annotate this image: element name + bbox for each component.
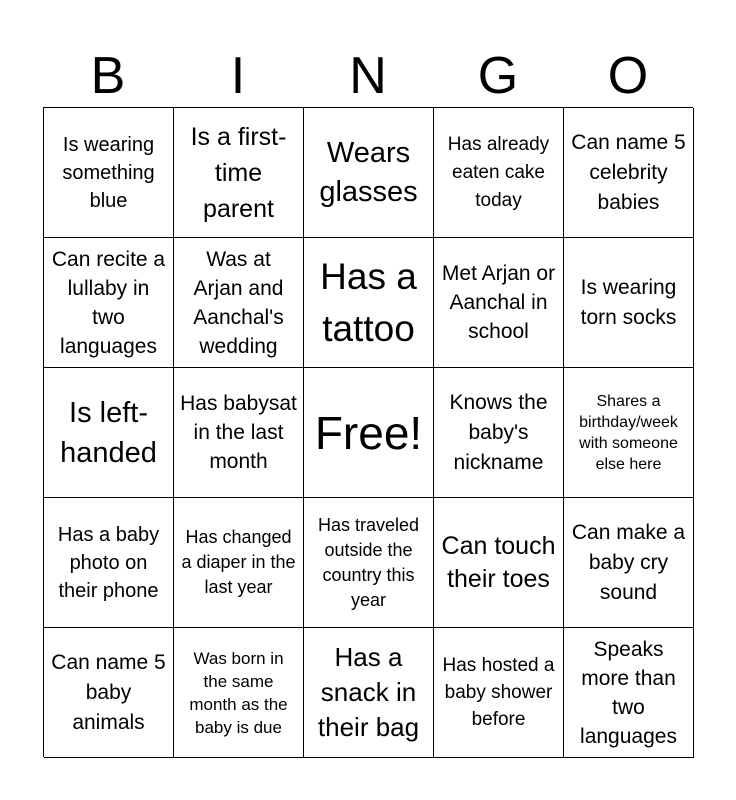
bingo-card-grid (43, 107, 693, 757)
cell-text: Met Arjan or Aanchal in school (441, 262, 556, 343)
cell-text: Shares a birthday/week with someone else here (579, 392, 678, 473)
bingo-cell[interactable] (174, 108, 304, 238)
bingo-cell[interactable] (434, 108, 564, 238)
cell-text: Knows the baby's nickname (449, 390, 548, 474)
bingo-cell[interactable] (44, 108, 174, 238)
bingo-cell[interactable] (304, 498, 434, 628)
bingo-cell[interactable] (174, 238, 304, 368)
cell-text: Has a tattoo (320, 255, 417, 349)
bingo-cell[interactable] (174, 368, 304, 498)
bingo-cell[interactable] (564, 628, 694, 758)
bingo-cell[interactable] (434, 238, 564, 368)
free-space-text: Free! (314, 406, 423, 459)
header-letter-o: O (607, 47, 649, 105)
cell-text: Has a baby photo on their phone (57, 523, 160, 602)
bingo-cell[interactable] (44, 368, 174, 498)
cell-text: Has hosted a baby shower before (442, 655, 555, 730)
bingo-cell[interactable] (434, 628, 564, 758)
bingo-cell[interactable] (304, 108, 434, 238)
cell-text: Has changed a diaper in the last year (181, 527, 296, 597)
cell-text: Can make a baby cry sound (571, 520, 686, 604)
cell-text: Was born in the same month as the baby is due (189, 648, 288, 737)
cell-text: Has already eaten cake today (447, 133, 550, 211)
bingo-cell[interactable] (564, 498, 694, 628)
cell-text: Has babysat in the last month (180, 392, 297, 473)
cell-text: Is a first-time parent (190, 122, 287, 223)
header-letter-b: B (90, 47, 126, 105)
bingo-cell[interactable] (44, 238, 174, 368)
bingo-cell[interactable] (304, 628, 434, 758)
bingo-cell[interactable] (564, 108, 694, 238)
bingo-cell[interactable] (434, 368, 564, 498)
cell-text: Was at Arjan and Aanchal's wedding (193, 247, 284, 358)
cell-text: Wears glasses (319, 136, 418, 208)
bingo-cell[interactable] (434, 498, 564, 628)
cell-text: Has a snack in their bag (317, 642, 420, 742)
bingo-cell[interactable] (174, 628, 304, 758)
cell-text: Can name 5 baby animals (51, 650, 166, 734)
bingo-cell[interactable] (174, 498, 304, 628)
cell-text: Is left-handed (60, 396, 157, 469)
cell-text: Can recite a lullaby in two languages (51, 247, 166, 358)
free-space-cell[interactable] (304, 368, 434, 498)
cell-text: Can name 5 celebrity babies (571, 130, 686, 214)
cell-text: Speaks more than two languages (580, 637, 677, 748)
cell-text: Has traveled outside the country this year (317, 514, 420, 610)
bingo-header (43, 44, 693, 108)
header-letter-g: G (477, 47, 519, 105)
header-letter-i: I (230, 47, 246, 105)
header-letter-n: N (349, 47, 387, 105)
cell-text: Is wearing torn socks (580, 275, 677, 329)
cell-text: Can touch their toes (441, 531, 556, 593)
bingo-cell[interactable] (564, 368, 694, 498)
bingo-cell[interactable] (564, 238, 694, 368)
bingo-cell[interactable] (44, 498, 174, 628)
bingo-cell[interactable] (304, 238, 434, 368)
cell-text: Is wearing something blue (62, 133, 155, 212)
bingo-cell[interactable] (44, 628, 174, 758)
